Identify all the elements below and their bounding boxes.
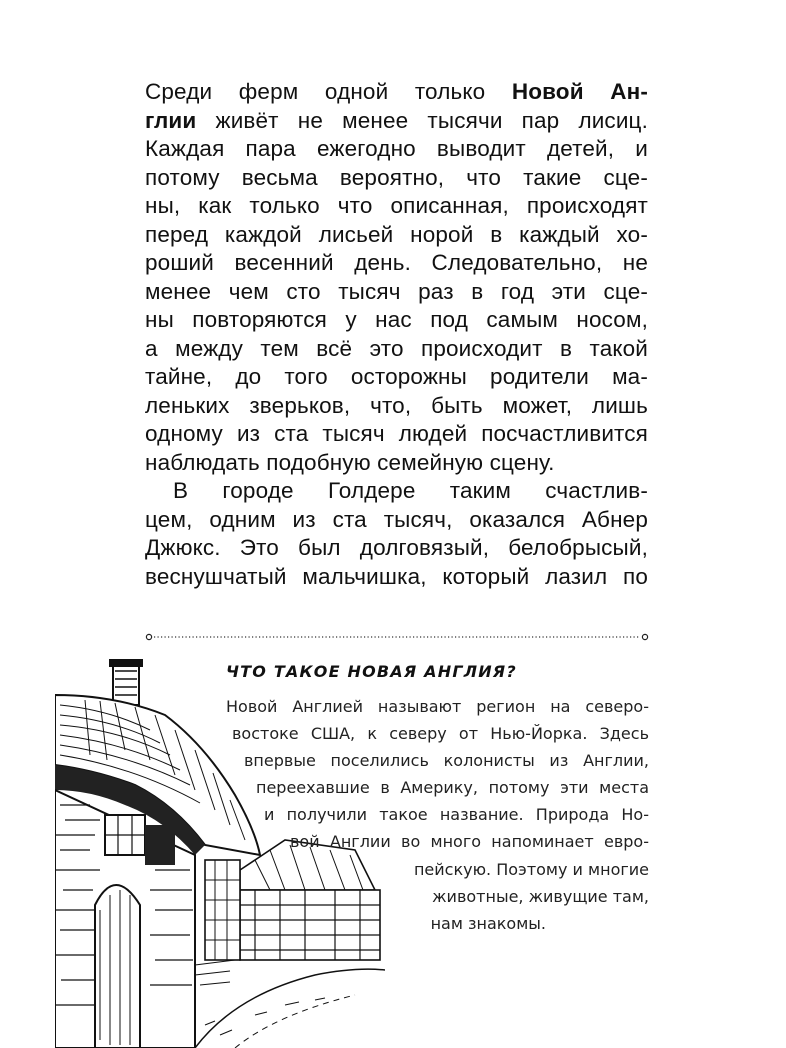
sidebar-line: востоке США, к северу от Нью-Йорка. Здесь (232, 724, 649, 744)
sidebar-line: нам знакомы. (430, 913, 546, 933)
text-line: веснушчатый мальчишка, который лазил по (145, 563, 648, 589)
sidebar-line: животные, живущие там, (432, 886, 649, 906)
sidebar-line: пейскую. Поэтому и многие (413, 859, 649, 879)
text-line: ны повторяются у нас под самым носом, (145, 307, 648, 332)
text-line: Джюкс. Это был долговязый, белобрысый, (145, 535, 648, 560)
sidebar-line: вой Англии во много напоминает евро- (290, 832, 649, 852)
text-line: Каждая пара ежегодно выводит детей, и (145, 136, 648, 161)
sidebar-title: ЧТО ТАКОЕ НОВАЯ АНГЛИЯ? (226, 662, 517, 681)
text-line: роший весенний день. Следовательно, не (145, 250, 648, 275)
sidebar-line: и получили такое название. Природа Но- (264, 805, 649, 825)
sidebar-line: впервые поселились колонисты из Англии, (244, 751, 649, 771)
text-line: ны, как только что описанная, происходят (145, 193, 648, 218)
text-line: глии живёт не менее тысячи пар лисиц. (145, 107, 648, 133)
text-line: Среди ферм одной только Новой Ан- (145, 79, 648, 104)
text-line: леньких зверьков, что, быть может, лишь (145, 392, 648, 418)
main-body-text (145, 78, 648, 591)
sidebar-body-text (200, 693, 649, 937)
text-line: цем, одним из ста тысяч, оказался Абнер (145, 506, 648, 532)
text-line: менее чем сто тысяч раз в год эти сце- (145, 278, 648, 304)
text-line: тайне, до того осторожны родители ма- (145, 364, 648, 389)
dotted-divider (145, 631, 649, 643)
text-line: а между тем всё это происходит в такой (145, 335, 648, 361)
text-line: наблюдать подобную семейную сцену. (145, 449, 555, 475)
sidebar-line: переехавшие в Америку, потому эти места (256, 778, 649, 798)
text-line: перед каждой лисьей норой в каждый хо- (145, 221, 648, 247)
text-line: потому весьма вероятно, что такие сце- (145, 164, 648, 190)
text-line: одному из ста тысяч людей посчастливится (145, 421, 648, 446)
text-line: В городе Голдере таким счастлив- (173, 478, 648, 503)
sidebar-line: Новой Англией называют регион на северо- (226, 697, 649, 716)
